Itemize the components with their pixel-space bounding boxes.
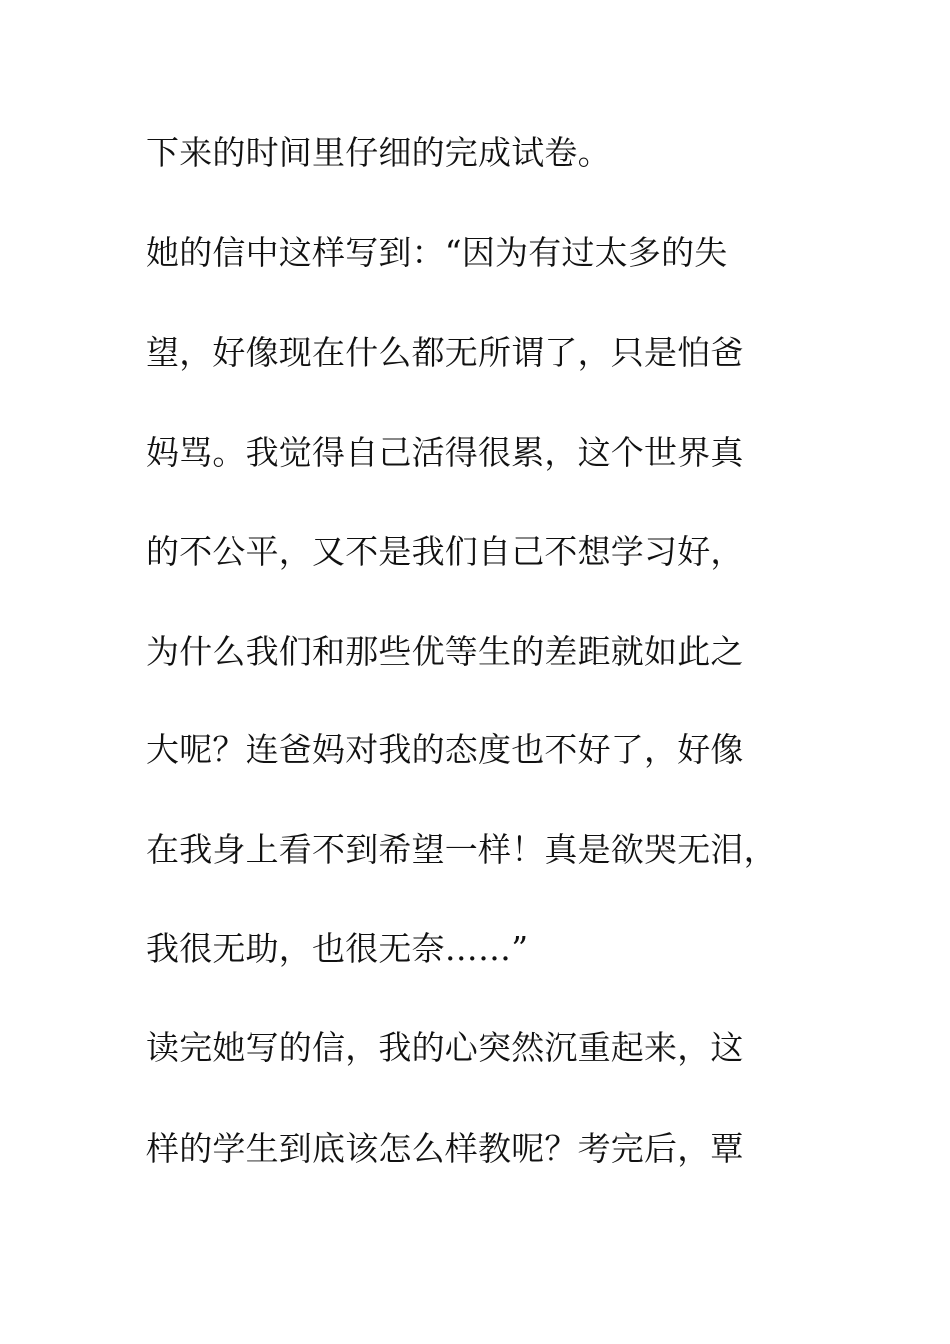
text-line-4: 妈骂。我觉得自己活得很累，这个世界真 (146, 433, 744, 472)
text-line-7: 大呢？连爸妈对我的态度也不好了，好像 (146, 730, 744, 769)
text-line-8: 在我身上看不到希望一样！真是欲哭无泪， (146, 830, 777, 869)
text-line-3: 望，好像现在什么都无所谓了，只是怕爸 (146, 333, 744, 372)
text-line-10: 读完她写的信，我的心突然沉重起来，这 (146, 1028, 744, 1067)
text-line-5: 的不公平，又不是我们自己不想学习好， (146, 532, 744, 571)
text-line-11: 样的学生到底该怎么样教呢？考完后，覃 (146, 1129, 744, 1168)
text-line-2: 她的信中这样写到：“因为有过太多的失 (146, 233, 728, 272)
text-line-9: 我很无助，也很无奈……” (146, 929, 529, 968)
text-line-6: 为什么我们和那些优等生的差距就如此之 (146, 632, 744, 671)
text-line-1: 下来的时间里仔细的完成试卷。 (146, 133, 611, 172)
